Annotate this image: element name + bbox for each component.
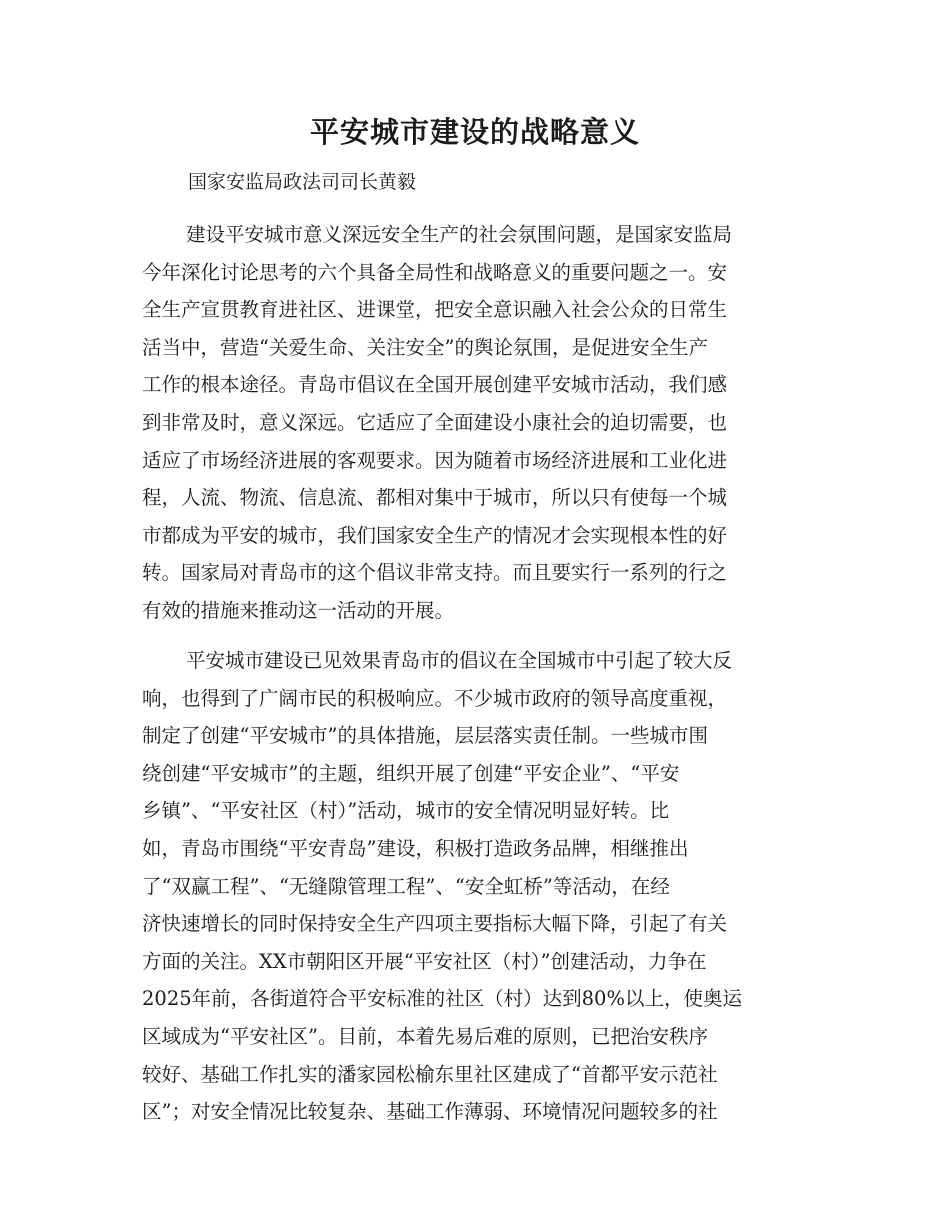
paragraph-line: 今年深化讨论思考的六个具备全局性和战略意义的重要问题之一。安 <box>142 260 728 284</box>
paragraph-line: 活当中，营造“关爱生命、关注安全”的舆论氛围，是促进安全生产 <box>142 335 708 359</box>
paragraph-line: 如，青岛市围绕“平安青岛”建设，积极打造政务品牌，相继推出 <box>142 836 689 860</box>
paragraph-line: 建设平安城市意义深远安全生产的社会氛围问题，是国家安监局 <box>186 223 733 246</box>
paragraph-1 <box>142 216 802 630</box>
paragraph-line: 有效的措施来推动这一活动的开展。 <box>142 598 455 622</box>
paragraph-line: 到非常及时，意义深远。它适应了全面建设小康社会的迫切需要，也 <box>142 410 728 434</box>
paragraph-line: 较好、基础工作扎实的潘家园松榆东里社区建成了“首都平安示范社 <box>142 1062 718 1086</box>
paragraph-line: 平安城市建设已见效果青岛市的倡议在全国城市中引起了较大反 <box>186 649 733 672</box>
paragraph-2 <box>142 642 802 1131</box>
paragraph-line: 区”；对安全情况比较复杂、基础工作薄弱、环境情况问题较多的社 <box>142 1100 718 1124</box>
author-line: 国家安监局政法司司长黄毅 <box>188 171 417 193</box>
paragraph-line: 工作的根本途径。青岛市倡议在全国开展创建平安城市活动，我们感 <box>142 373 728 397</box>
paragraph-line: 程，人流、物流、信息流、都相对集中于城市，所以只有使每一个城 <box>142 486 728 510</box>
paragraph-line: 响，也得到了广阔市民的积极响应。不少城市政府的领导高度重视， <box>142 686 728 710</box>
paragraph-line: 乡镇”、“平安社区（村）”活动，城市的安全情况明显好转。比 <box>142 799 670 823</box>
paragraph-line: 绕创建“平安城市”的主题，组织开展了创建“平安企业”、“平安 <box>142 761 680 785</box>
paragraph-line: 适应了市场经济进展的客观要求。因为随着市场经济进展和工业化进 <box>142 448 728 472</box>
paragraph-line: 区域成为“平安社区”。目前，本着先易后难的原则，已把治安秩序 <box>142 1024 708 1048</box>
paragraph-line: 市都成为平安的城市，我们国家安全生产的情况才会实现根本性的好 <box>142 523 728 547</box>
paragraph-line: 了“双赢工程”、“无缝隙管理工程”、“安全虹桥”等活动，在经 <box>142 874 670 898</box>
paragraph-line: 2025年前，各街道符合平安标准的社区（村）达到80%以上，使奥运 <box>142 987 742 1011</box>
document-title: 平安城市建设的战略意义 <box>309 115 640 149</box>
paragraph-line: 转。国家局对青岛市的这个倡议非常支持。而且要实行一系列的行之 <box>142 561 728 585</box>
paragraph-line: 方面的关注。XX市朝阳区开展“平安社区（村）”创建活动，力争在 <box>142 949 707 973</box>
paragraph-line: 制定了创建“平安城市”的具体措施，层层落实责任制。一些城市围 <box>142 724 708 748</box>
paragraph-line: 全生产宣贯教育进社区、进课堂，把安全意识融入社会公众的日常生 <box>142 298 728 322</box>
paragraph-line: 济快速增长的同时保持安全生产四项主要指标大幅下降，引起了有关 <box>142 912 728 936</box>
